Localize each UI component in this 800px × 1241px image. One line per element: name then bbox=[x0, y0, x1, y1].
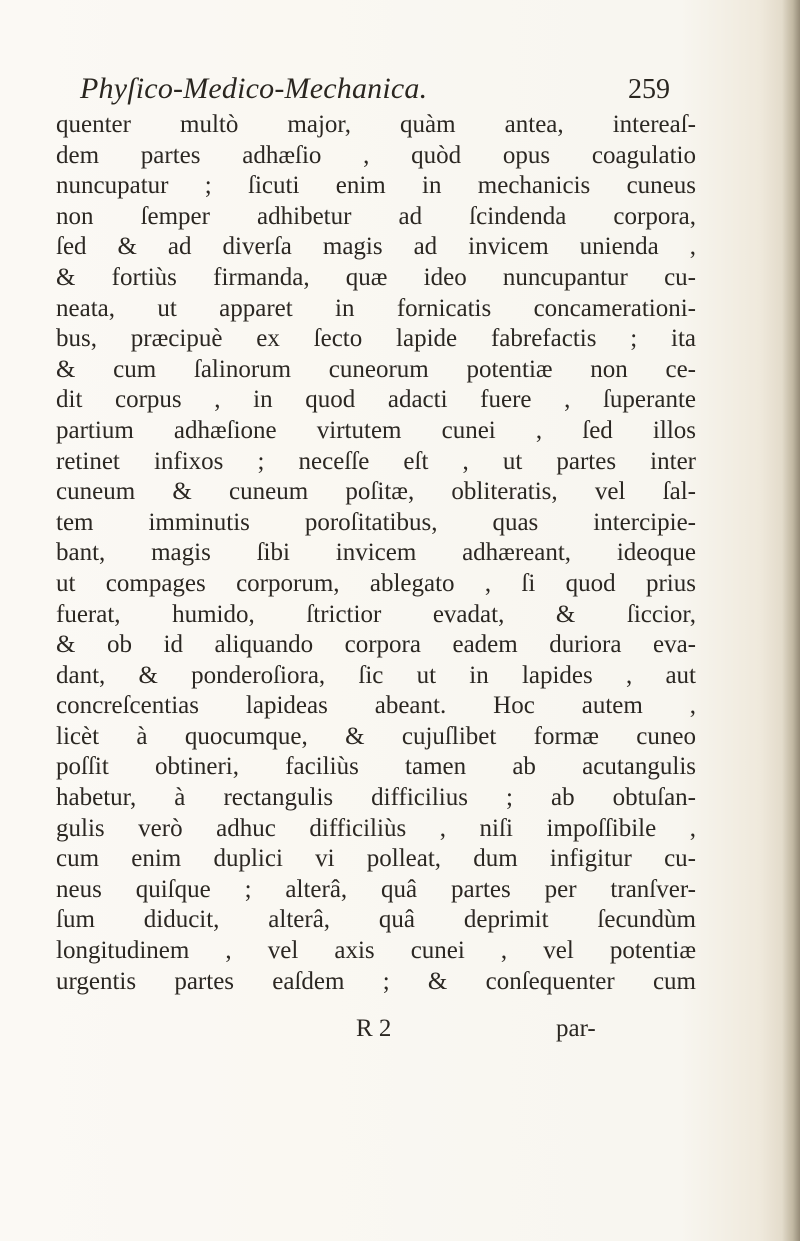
text-line: non ſemper adhibetur ad ſcindenda corpora, bbox=[56, 202, 696, 230]
text-line: poſſit obtineri, faciliùs tamen ab acutangulis bbox=[56, 753, 696, 781]
page-header bbox=[80, 72, 670, 112]
text-line: cum enim duplici vi polleat, dum infigitur cu- bbox=[56, 845, 696, 873]
text-line: dem partes adhæſio , quòd opus coagulatio bbox=[56, 141, 696, 169]
text-line: quenter multò major, quàm antea, intereaſ- bbox=[56, 111, 696, 138]
page-footer bbox=[56, 1015, 696, 1049]
catchword: par- bbox=[556, 1015, 596, 1042]
text-line: ut compages corporum, ablegato , ſi quod prius bbox=[56, 569, 696, 597]
text-line: habetur, à rectangulis difficilius ; ab obtuſan- bbox=[56, 784, 696, 812]
text-line: gulis verò adhuc difficiliùs , niſi impoſſibile , bbox=[56, 814, 696, 842]
text-line: longitudinem , vel axis cunei , vel potentiæ bbox=[56, 937, 696, 965]
text-line: bus, præcipuè ex ſecto lapide fabrefactis ; ita bbox=[56, 325, 696, 353]
text-line: & cum ſalinorum cuneorum potentiæ non ce- bbox=[56, 355, 696, 383]
text-line: concreſcentias lapideas abeant. Hoc autem , bbox=[56, 692, 696, 720]
binding-edge bbox=[782, 0, 800, 1241]
text-line: bant, magis ſibi invicem adhæreant, ideoque bbox=[56, 539, 696, 567]
body-text bbox=[56, 110, 696, 997]
text-line: licèt à quocumque, & cujuſlibet formæ cuneo bbox=[56, 722, 696, 750]
text-line: dit corpus , in quod adacti fuere , ſuperante bbox=[56, 386, 696, 414]
text-line: tem imminutis poroſitatibus, quas intercipie- bbox=[56, 508, 696, 536]
text-line: ſed & ad diverſa magis ad invicem unienda , bbox=[56, 233, 696, 261]
text-line: nuncupatur ; ſicuti enim in mechanicis cuneus bbox=[56, 172, 696, 200]
text-line: fuerat, humido, ſtrictior evadat, & ſiccior, bbox=[56, 600, 696, 628]
text-line: & ob id aliquando corpora eadem duriora eva- bbox=[56, 631, 696, 659]
signature-mark: R 2 bbox=[356, 1015, 392, 1042]
page-number: 259 bbox=[628, 74, 670, 105]
text-line: & fortiùs firmanda, quæ ideo nuncupantur cu- bbox=[56, 263, 696, 291]
text-line: urgentis partes eaſdem ; & conſequenter cum bbox=[56, 967, 696, 995]
text-line: partium adhæſione virtutem cunei , ſed illos bbox=[56, 416, 696, 444]
text-line: neata, ut apparet in fornicatis concamerationi- bbox=[56, 294, 696, 322]
text-line: cuneum & cuneum poſitæ, obliteratis, vel ſal- bbox=[56, 478, 696, 506]
text-line: neus quiſque ; alterâ, quâ partes per tranſver- bbox=[56, 875, 696, 903]
text-line: retinet infixos ; neceſſe eſt , ut partes inter bbox=[56, 447, 696, 475]
running-head: Phyſico-Medico-Mechanica. bbox=[80, 72, 428, 105]
text-line: ſum diducit, alterâ, quâ deprimit ſecundùm bbox=[56, 906, 696, 934]
text-line: dant, & ponderoſiora, ſic ut in lapides , aut bbox=[56, 661, 696, 689]
